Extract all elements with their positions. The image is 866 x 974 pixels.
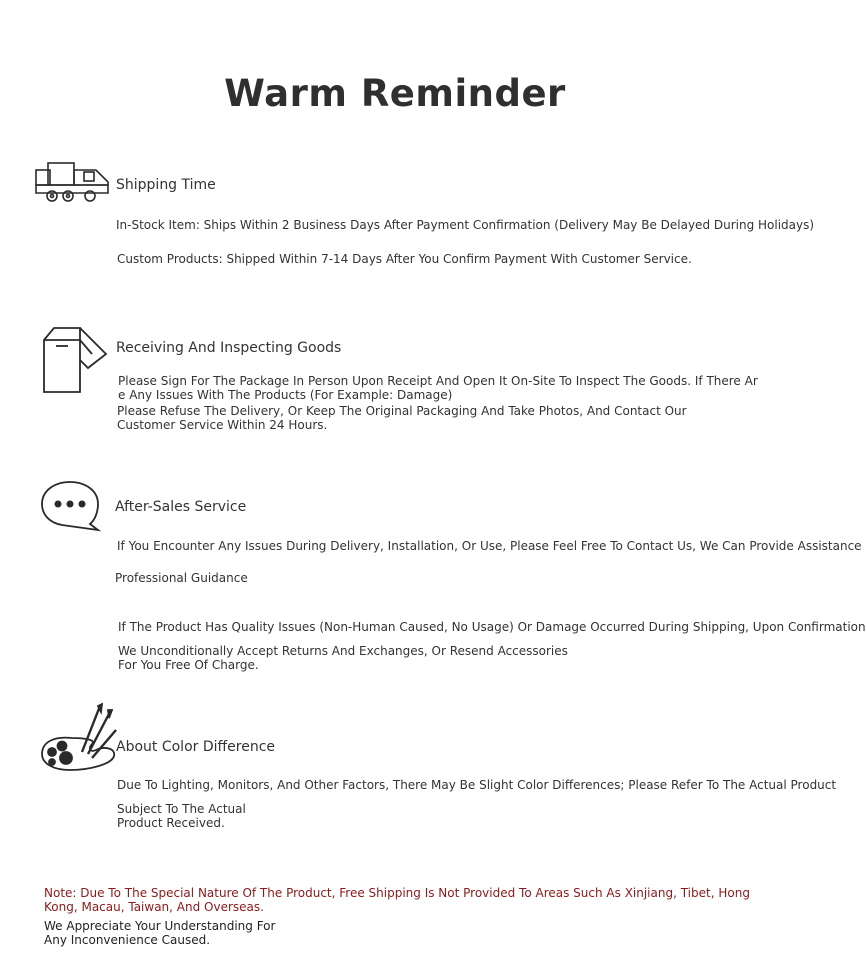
after-sales-contact-text: If You Encounter Any Issues During Delivery, Installation, Or Use, Please Feel Free To Contact Us, We Can Provide Assistance [117,539,862,553]
after-sales-heading: After-Sales Service [115,499,247,515]
chat-bubble-icon [40,478,102,532]
shipping-time-heading: Shipping Time [116,177,216,193]
shipping-instock-text: In-Stock Item: Ships Within 2 Business Days After Payment Confirmation (Delivery May Be Delayed During Holidays) [116,218,815,232]
receiving-inspect-text: Please Sign For The Package In Person Upon Receipt And Open It On-Site To Inspect The Goods. If There Are Any Issues With The Products (For Example: Damage) [118,374,758,402]
understanding-note: We Appreciate Your Understanding For Any Inconvenience Caused. [44,919,276,947]
receiving-goods-heading: Receiving And Inspecting Goods [116,340,342,356]
color-actual-product-text: Subject To The Actual Product Received. [117,802,246,830]
shipping-custom-text: Custom Products: Shipped Within 7-14 Days After You Confirm Payment With Customer Service. [117,252,692,266]
color-difference-text: Due To Lighting, Monitors, And Other Factors, There May Be Slight Color Differences; Please Refer To The Actual Product [117,778,837,792]
receiving-refuse-text: Please Refuse The Delivery, Or Keep The Original Packaging And Take Photos, And Contact Our Customer Service Within 24 Hours. [117,404,687,432]
palette-icon [38,702,118,774]
truck-icon [34,160,120,206]
shipping-exclusion-note: Note: Due To The Special Nature Of The Product, Free Shipping Is Not Provided To Areas Such As Xinjiang, Tibet, Hong Kong, Macau, Taiwan, And Overseas. [44,886,750,914]
after-sales-quality-text: If The Product Has Quality Issues (Non-Human Caused, No Usage) Or Damage Occurred During Shipping, Upon Confirmation [118,620,866,634]
box-icon [40,324,112,396]
color-difference-heading: About Color Difference [116,739,276,755]
after-sales-returns-text: We Unconditionally Accept Returns And Exchanges, Or Resend Accessories For You Free Of Charge. [118,644,568,672]
after-sales-guidance-text: Professional Guidance [115,571,248,585]
page-title: Warm Reminder [224,72,566,115]
